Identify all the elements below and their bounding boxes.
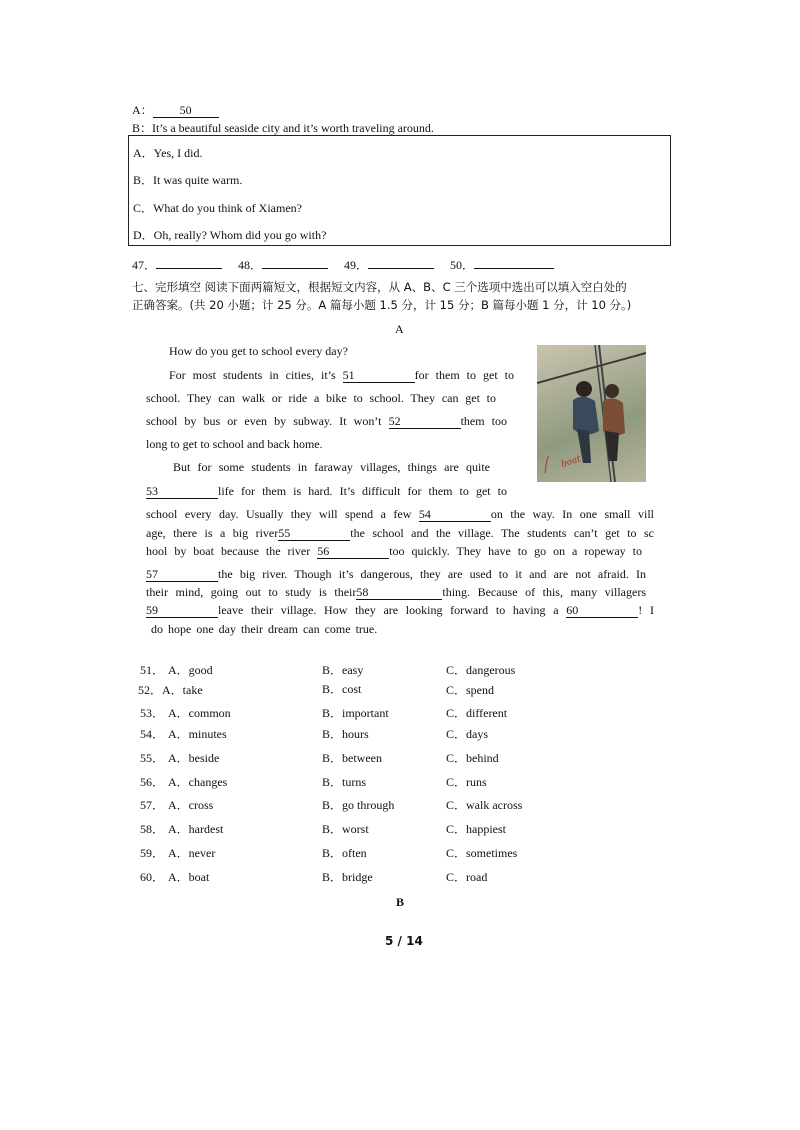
- blank-57: 57: [146, 568, 218, 582]
- option-b: B．It was quite warm.: [133, 173, 243, 187]
- choice-b: B．hours: [322, 727, 369, 741]
- choice-c: C．happiest: [446, 822, 506, 836]
- choice-b: B．bridge: [322, 870, 373, 884]
- choice-number: 57．: [140, 798, 165, 812]
- choice-row-53: [140, 704, 231, 721]
- choice-c: C．dangerous: [446, 663, 516, 677]
- choice-number: 54．: [140, 727, 165, 741]
- blank-54: 54: [419, 508, 491, 522]
- passage-line-2: [169, 368, 514, 383]
- dialog-line-b: B：It’s a beautiful seaside city and it’s worth traveling around.: [132, 121, 434, 135]
- passage-text: leave their village. How they are looking forward to having a: [218, 603, 567, 617]
- choice-a: A．boat: [168, 870, 210, 884]
- passage-line-9: [146, 526, 654, 541]
- blank-52: 52: [389, 415, 461, 429]
- passage-line-12: [146, 585, 646, 600]
- passage-text: the school and the village. The students can’t get to sc: [350, 526, 654, 540]
- choice-b: B．cost: [322, 682, 362, 696]
- option-c: C．What do you think of Xiamen?: [133, 201, 302, 215]
- answer-line: [132, 256, 554, 273]
- choice-row-59: [140, 844, 215, 861]
- passage-text: school every day. Usually they will spend a few: [146, 507, 419, 521]
- dialog-a-prefix: A：: [132, 103, 153, 117]
- choice-c: C．runs: [446, 775, 487, 789]
- passage-text: age, there is a big river: [146, 526, 279, 540]
- passage-text: for them to get to: [414, 368, 514, 382]
- choice-a: A．common: [168, 706, 231, 720]
- passage-text: them too: [460, 414, 507, 428]
- choice-b: B．important: [322, 706, 389, 720]
- choice-number: 55．: [140, 751, 165, 765]
- choice-c: C．spend: [446, 683, 495, 697]
- blank-56: 56: [317, 545, 389, 559]
- choice-b: B．worst: [322, 822, 369, 836]
- choice-a: A．never: [168, 846, 216, 860]
- choice-a: A．changes: [168, 775, 228, 789]
- passage-text: For most students in cities, it’s: [169, 368, 343, 382]
- choice-c: C．days: [446, 727, 489, 741]
- answer-48-label: 48．: [238, 258, 263, 272]
- choice-c: C．different: [446, 706, 508, 720]
- choice-row-56: [140, 773, 227, 790]
- blank-55: 55: [278, 527, 350, 541]
- section-instruction-line1: 七、完形填空 阅读下面两篇短文，根据短文内容，从 A、B、C 三个选项中选出可以填入空白处的: [132, 280, 627, 294]
- choice-row-52: [138, 681, 203, 698]
- passage-text: too quickly. They have to go on a ropeway to: [389, 544, 642, 558]
- passage-a-heading: A: [395, 322, 404, 336]
- choice-number: 58．: [140, 822, 165, 836]
- options-box: [128, 135, 671, 246]
- passage-line-10: [146, 544, 642, 559]
- choice-b: B．turns: [322, 775, 367, 789]
- passage-line-6: But for some students in faraway villages, things are quite: [173, 460, 490, 474]
- passage-line-8: [146, 507, 654, 522]
- passage-b-heading: B: [396, 895, 405, 909]
- answer-47-label: 47．: [132, 258, 157, 272]
- choice-c: C．road: [446, 870, 488, 884]
- choice-number: 56．: [140, 775, 165, 789]
- choice-a: A．good: [168, 663, 213, 677]
- choice-b: B．easy: [322, 663, 364, 677]
- choice-a: A．take: [162, 683, 203, 697]
- choice-row-54: [140, 725, 227, 742]
- answer-49-blank: [368, 268, 434, 269]
- answer-47-blank: [156, 268, 222, 269]
- passage-line-11: [146, 567, 646, 582]
- section-instruction-line2: 正确答案。(共 20 小题；计 25 分。A 篇每小题 1.5 分，计 15 分；B 篇每小题 1 分，计 10 分。): [132, 298, 632, 312]
- blank-51: 51: [343, 369, 415, 383]
- choice-c: C．walk across: [446, 798, 523, 812]
- passage-line-1: How do you get to school every day?: [169, 344, 348, 358]
- choice-number: 52．: [138, 683, 163, 697]
- passage-line-7: [146, 484, 507, 499]
- ropeway-photo: [537, 345, 646, 482]
- passage-text: life for them is hard. It’s difficult for them to get to: [218, 484, 507, 498]
- passage-line-13: [146, 603, 654, 618]
- ropeway-illustration: [537, 345, 646, 482]
- choice-b: B．go through: [322, 798, 395, 812]
- dialog-line-a: [132, 101, 219, 118]
- choice-a: A．minutes: [168, 727, 227, 741]
- blank-53: 53: [146, 485, 218, 499]
- answer-50-label: 50．: [450, 258, 475, 272]
- blank-58: 58: [356, 586, 442, 600]
- passage-line-4: [146, 414, 507, 429]
- choice-number: 53．: [140, 706, 165, 720]
- blank-59: 59: [146, 604, 218, 618]
- choice-row-60: [140, 868, 209, 885]
- passage-text: hool by boat because the river: [146, 544, 318, 558]
- choice-number: 59．: [140, 846, 165, 860]
- answer-49-label: 49．: [344, 258, 369, 272]
- option-a: A．Yes, I did.: [133, 146, 203, 160]
- choice-c: C．sometimes: [446, 846, 518, 860]
- choice-number: 60．: [140, 870, 165, 884]
- choice-row-57: [140, 796, 213, 813]
- choice-a: A．hardest: [168, 822, 224, 836]
- choice-b: B．between: [322, 751, 382, 765]
- passage-text: their mind, going out to study is their: [146, 585, 357, 599]
- blank-50: 50: [153, 104, 219, 118]
- choice-row-58: [140, 820, 223, 837]
- choice-b: B．often: [322, 846, 367, 860]
- passage-text: school by bus or even by subway. It won’t: [146, 414, 389, 428]
- choice-row-51: [140, 661, 213, 678]
- option-d: D．Oh, really? Whom did you go with?: [133, 228, 327, 242]
- passage-line-3: school. They can walk or ride a bike to school. They can get to: [146, 391, 496, 405]
- passage-text: on the way. In one small vill: [490, 507, 654, 521]
- choice-row-55: [140, 749, 219, 766]
- passage-line-5: long to get to school and back home.: [146, 437, 323, 451]
- passage-text: ! I: [638, 603, 654, 617]
- photo-caption: boat: [559, 454, 583, 470]
- choice-a: A．beside: [168, 751, 220, 765]
- page-number: 5 / 14: [385, 934, 423, 948]
- choice-c: C．behind: [446, 751, 499, 765]
- passage-text: the big river. Though it’s dangerous, they are used to it and are not afraid. In: [218, 567, 646, 581]
- answer-50-blank: [474, 268, 554, 269]
- choice-a: A．cross: [168, 798, 214, 812]
- passage-text: thing. Because of this, many villagers: [442, 585, 646, 599]
- passage-line-14: do hope one day their dream can come true.: [151, 622, 378, 636]
- answer-48-blank: [262, 268, 328, 269]
- blank-60: 60: [566, 604, 638, 618]
- choice-number: 51．: [140, 663, 165, 677]
